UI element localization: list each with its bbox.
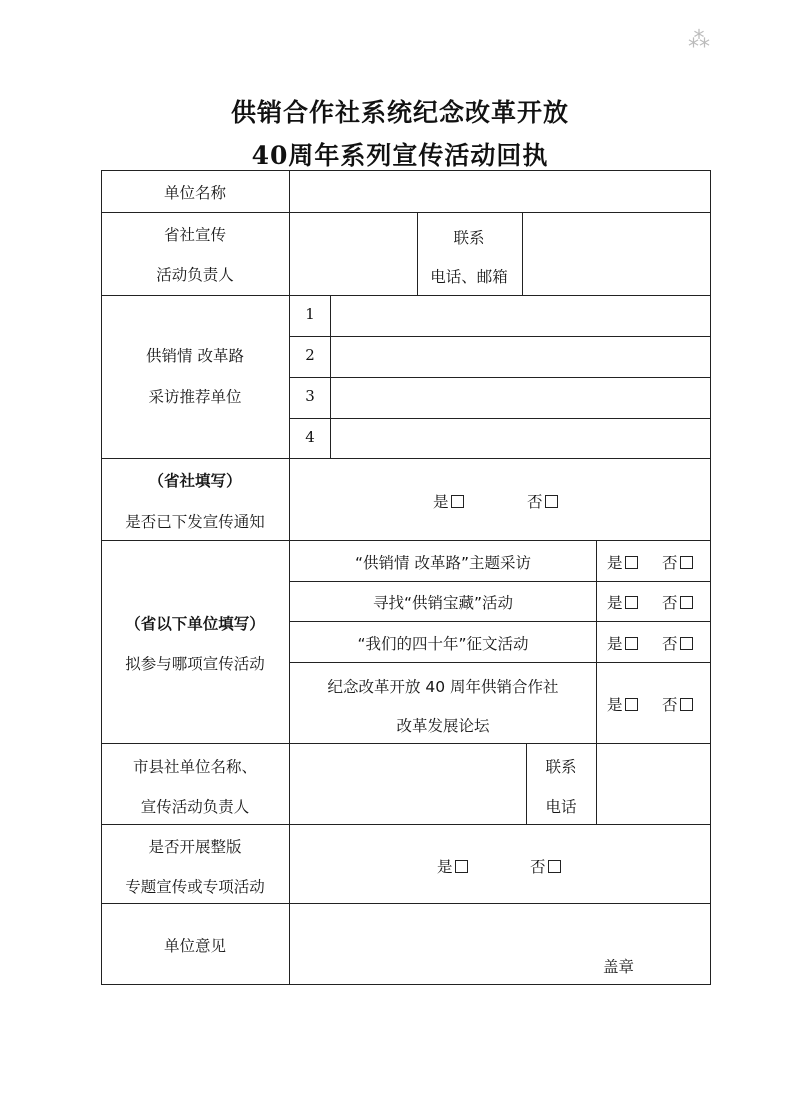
yes-label: 是 xyxy=(433,493,449,511)
no-label: 否 xyxy=(527,493,543,511)
row-number: 3 xyxy=(305,387,315,405)
checkbox-icon[interactable] xyxy=(548,860,561,873)
no-label: 否 xyxy=(662,594,678,612)
opinion-field[interactable] xyxy=(291,905,709,983)
document-title-line2: 40周年系列宣传活动回执 xyxy=(251,141,549,170)
row-divider xyxy=(289,418,711,419)
checkbox-icon[interactable] xyxy=(680,637,693,650)
checkbox-icon[interactable] xyxy=(451,495,464,508)
recommend-field-2[interactable] xyxy=(332,338,709,375)
phone-field[interactable] xyxy=(598,745,709,822)
no-label: 否 xyxy=(530,858,546,876)
activity3-yes-option[interactable] xyxy=(607,632,638,654)
notice-no-option[interactable] xyxy=(527,490,558,512)
label-seal: 盖章 xyxy=(603,958,635,976)
row-divider xyxy=(101,295,711,296)
label-county-line2: 宣传活动负责人 xyxy=(140,798,250,816)
activity-interview: “供销情 改革路”主题采访 xyxy=(355,554,531,572)
row-divider xyxy=(101,743,711,744)
recommend-field-1[interactable] xyxy=(332,297,709,334)
activity-treasure: 寻找“供销宝藏”活动 xyxy=(372,594,514,612)
label-unit-name: 单位名称 xyxy=(163,184,227,202)
activity-forum-line1: 纪念改革开放 40 周年供销合作社 xyxy=(327,678,559,696)
no-label: 否 xyxy=(662,635,678,653)
yes-label: 是 xyxy=(607,594,623,612)
checkbox-icon[interactable] xyxy=(680,556,693,569)
cell-divider xyxy=(417,212,418,295)
cell-divider xyxy=(526,743,527,824)
county-field[interactable] xyxy=(291,745,524,822)
fullpage-no-option[interactable] xyxy=(530,855,561,877)
label-recommend-line1: 供销情 改革路 xyxy=(146,347,244,365)
scan-speck-decoration: ⁂ xyxy=(688,28,710,53)
checkbox-icon[interactable] xyxy=(455,860,468,873)
label-phone-line1: 联系 xyxy=(545,758,577,776)
label-participate: 拟参与哪项宣传活动 xyxy=(125,655,265,673)
label-county-line1: 市县社单位名称、 xyxy=(132,758,258,776)
activity3-no-option[interactable] xyxy=(662,632,693,654)
document-title-line1: 供销合作社系统纪念改革开放 xyxy=(230,98,569,127)
row-divider xyxy=(101,540,711,541)
label-phone-line2: 电话 xyxy=(545,798,577,816)
recommend-field-4[interactable] xyxy=(332,420,709,456)
checkbox-icon[interactable] xyxy=(545,495,558,508)
row-divider xyxy=(289,581,711,582)
activity4-yes-option[interactable] xyxy=(607,693,638,715)
label-fullpage-line1: 是否开展整版 xyxy=(148,838,242,856)
checkbox-icon[interactable] xyxy=(625,596,638,609)
activity2-no-option[interactable] xyxy=(662,591,693,613)
yes-label: 是 xyxy=(607,696,623,714)
label-unit-opinion: 单位意见 xyxy=(163,937,227,955)
yes-label: 是 xyxy=(607,554,623,572)
column-divider xyxy=(289,170,290,985)
cell-divider xyxy=(596,743,597,824)
row-divider xyxy=(289,621,711,622)
no-label: 否 xyxy=(662,554,678,572)
row-divider xyxy=(289,336,711,337)
label-contact-line2: 电话、邮箱 xyxy=(430,268,508,286)
no-label: 否 xyxy=(662,696,678,714)
activity-essay: “我们的四十年”征文活动 xyxy=(357,635,529,653)
label-prov-leader-line2: 活动负责人 xyxy=(156,266,234,284)
label-fullpage-line2: 专题宣传或专项活动 xyxy=(125,878,265,896)
row-divider xyxy=(101,824,711,825)
row-number: 2 xyxy=(305,346,315,364)
row-number: 4 xyxy=(305,428,315,446)
cell-divider xyxy=(522,212,523,295)
notice-yes-option[interactable] xyxy=(433,490,464,512)
row-divider xyxy=(101,458,711,459)
row-divider xyxy=(289,377,711,378)
label-prov-fill: （省社填写） xyxy=(148,472,242,490)
cell-divider xyxy=(596,540,597,743)
fullpage-yes-option[interactable] xyxy=(437,855,468,877)
recommend-field-3[interactable] xyxy=(332,379,709,416)
label-below-fill: （省以下单位填写） xyxy=(125,615,265,633)
checkbox-icon[interactable] xyxy=(625,698,638,711)
activity-forum-line2: 改革发展论坛 xyxy=(396,717,490,735)
unit-name-field[interactable] xyxy=(291,172,709,210)
row-divider xyxy=(101,903,711,904)
label-contact-line1: 联系 xyxy=(453,229,485,247)
activity2-yes-option[interactable] xyxy=(607,591,638,613)
checkbox-icon[interactable] xyxy=(680,698,693,711)
checkbox-icon[interactable] xyxy=(625,637,638,650)
contact-field[interactable] xyxy=(524,214,709,293)
activity1-yes-option[interactable] xyxy=(607,551,638,573)
prov-leader-field[interactable] xyxy=(291,214,415,293)
checkbox-icon[interactable] xyxy=(680,596,693,609)
checkbox-icon[interactable] xyxy=(625,556,638,569)
yes-label: 是 xyxy=(607,635,623,653)
label-recommend-line2: 采访推荐单位 xyxy=(148,388,242,406)
row-number: 1 xyxy=(305,305,315,323)
label-prov-leader-line1: 省社宣传 xyxy=(163,226,227,244)
activity4-no-option[interactable] xyxy=(662,693,693,715)
row-divider xyxy=(289,662,711,663)
row-divider xyxy=(101,212,711,213)
yes-label: 是 xyxy=(437,858,453,876)
label-notice-issued: 是否已下发宣传通知 xyxy=(125,513,265,531)
activity1-no-option[interactable] xyxy=(662,551,693,573)
